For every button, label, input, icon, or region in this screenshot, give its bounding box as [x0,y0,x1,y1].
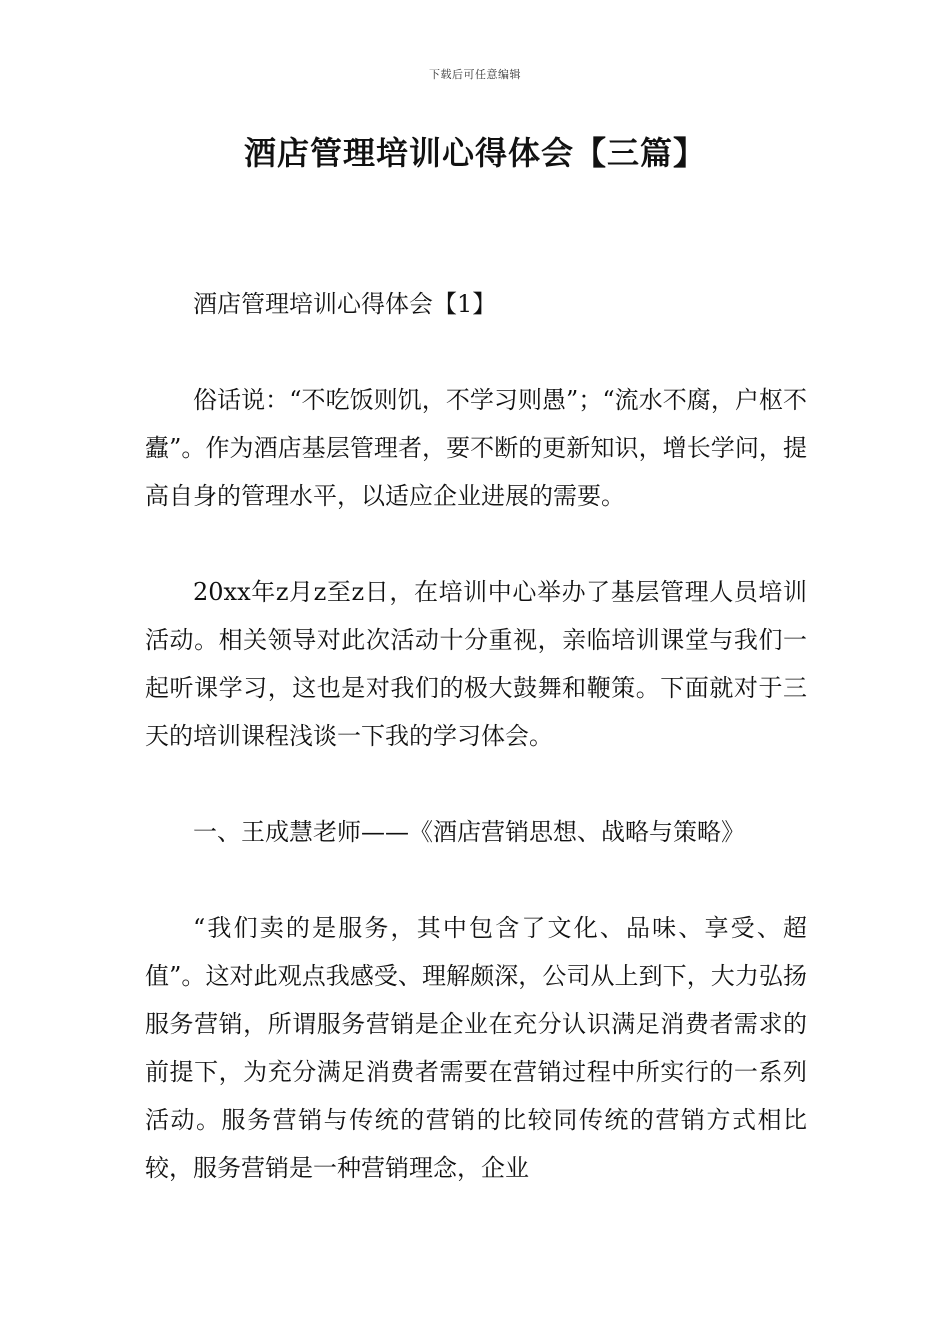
paragraph: 俗话说：“不吃饭则饥，不学习则愚”；“流水不腐，户枢不蠹”。作为酒店基层管理者，要不断的更新知识，增长学问，提高自身的管理水平，以适应企业进展的需要。 [145,386,807,510]
paragraph: 20xx年z月z至z日，在培训中心举办了基层管理人员培训活动。相关领导对此次活动十分重视，亲临培训课堂与我们一起听课学习，这也是对我们的极大鼓舞和鞭策。下面就对于三天的培训课程浅谈一下我的学习体会。 [145,578,807,750]
document-body [145,280,807,1192]
header-note: 下载后可任意编辑 [429,68,521,81]
paragraph: 一、王成慧老师——《酒店营销思想、战略与策略》 [193,818,745,846]
paragraph: “我们卖的是服务，其中包含了文化、品味、享受、超值”。这对此观点我感受、理解颇深，公司从上到下，大力弘扬服务营销，所谓服务营销是企业在充分认识满足消费者需求的前提下，为充分满足消费者需要在营销过程中所实行的一系列活动。服务营销与传统的营销的比较同传统的营销方式相比较，服务营销是一种营销理念，企业 [145,914,807,1182]
section-heading: 酒店管理培训心得体会【1】 [193,290,497,318]
document-title: 酒店管理培训心得体会【三篇】 [243,134,706,172]
